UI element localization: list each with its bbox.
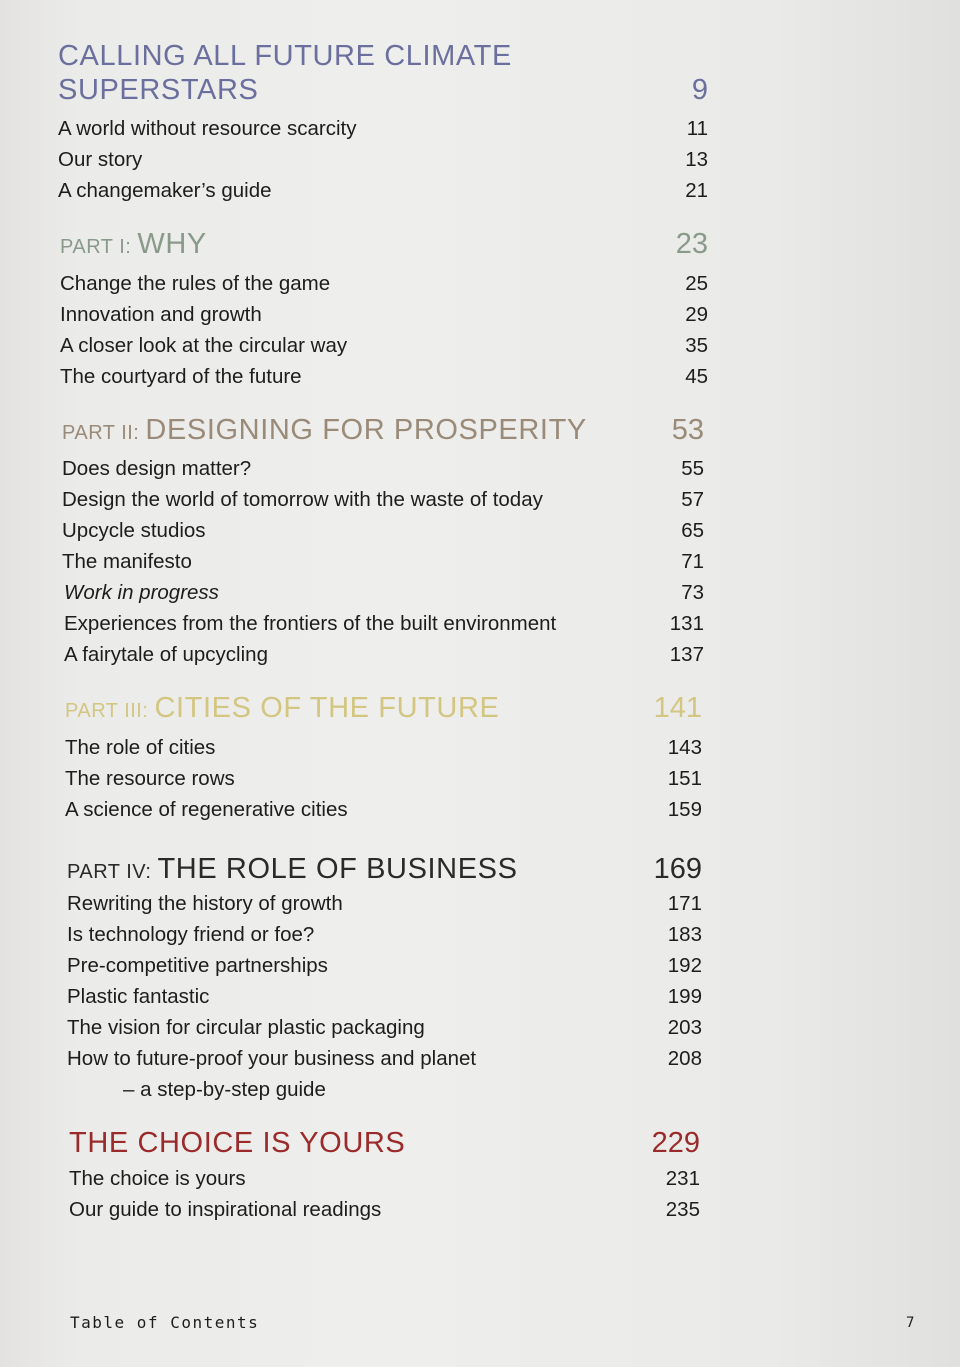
- entry-page: 25: [685, 272, 708, 296]
- entry-page: 73: [681, 580, 704, 604]
- section-page-number: 229: [651, 1126, 700, 1159]
- entry-page: 29: [685, 303, 708, 327]
- entry-title: Does design matter?: [62, 456, 252, 480]
- section-page-number: 53: [671, 414, 704, 447]
- section-heading: [58, 40, 708, 107]
- section-part-4: [67, 853, 702, 1104]
- entry-page: 143: [667, 736, 702, 760]
- part-prefix: PART IV:: [67, 861, 158, 884]
- entry-page: 235: [665, 1198, 700, 1222]
- toc-entry[interactable]: [65, 732, 702, 763]
- footer-label: Table of Contents: [70, 1313, 260, 1332]
- entry-page: 21: [685, 178, 708, 202]
- entry-page: 183: [667, 922, 702, 946]
- entry-page: 131: [669, 611, 704, 635]
- entry-page: 71: [681, 549, 704, 573]
- entry-page: 65: [681, 518, 704, 542]
- entry-title: A fairytale of upcycling: [64, 642, 268, 666]
- toc-entry[interactable]: [67, 950, 702, 981]
- entry-title-continuation: – a step-by-step guide: [123, 1077, 326, 1101]
- entry-page: 231: [665, 1167, 700, 1191]
- entry-page: 35: [685, 334, 708, 358]
- entry-page: 57: [681, 487, 704, 511]
- entry-title: Rewriting the history of growth: [67, 891, 343, 915]
- entry-page: 203: [667, 1015, 702, 1039]
- section-title: DESIGNING FOR PROSPERITY: [145, 414, 587, 447]
- section-part-3: [65, 692, 702, 825]
- toc-entry[interactable]: [62, 577, 704, 608]
- part-prefix: PART I:: [60, 235, 138, 258]
- entry-page: 208: [667, 1046, 702, 1070]
- entry-page: 55: [681, 456, 704, 480]
- entry-title: Work in progress: [64, 580, 219, 604]
- toc-entry[interactable]: [67, 981, 702, 1012]
- entry-title: The courtyard of the future: [60, 365, 302, 389]
- entry-page: 171: [667, 891, 702, 915]
- entry-title: The resource rows: [65, 767, 235, 791]
- entry-title: Change the rules of the game: [60, 272, 331, 296]
- entry-page: 45: [685, 365, 708, 389]
- entry-page: 137: [669, 642, 704, 666]
- toc-entry[interactable]: [58, 144, 708, 175]
- entry-title: Our story: [58, 147, 143, 171]
- toc-entry[interactable]: [69, 1194, 700, 1225]
- section-heading: [62, 414, 704, 446]
- section-title: THE CHOICE IS YOURS: [69, 1126, 406, 1159]
- section-page-number: 23: [675, 227, 708, 260]
- toc-entry[interactable]: [58, 175, 708, 206]
- section-title: WHY: [137, 227, 207, 260]
- entry-page: 13: [685, 147, 708, 171]
- entry-title: The manifesto: [62, 549, 192, 573]
- toc-entry-continuation: [67, 1074, 702, 1105]
- entry-title: Design the world of tomorrow with the waste of today: [62, 487, 543, 511]
- entry-page: 192: [667, 953, 702, 977]
- entry-title: Pre-competitive partnerships: [67, 953, 328, 977]
- toc-entry[interactable]: [67, 1043, 702, 1074]
- entry-title: Plastic fantastic: [67, 984, 210, 1008]
- toc-entry[interactable]: [67, 888, 702, 919]
- entry-title: How to future-proof your business and planet: [67, 1046, 477, 1070]
- section-title-line2: SUPERSTARS: [58, 74, 259, 107]
- section-page-number: 169: [653, 853, 702, 886]
- entry-page: 151: [667, 767, 702, 791]
- entry-title: A world without resource scarcity: [58, 116, 357, 140]
- entry-title: A changemaker’s guide: [58, 178, 272, 202]
- toc-entry[interactable]: [62, 453, 704, 484]
- section-heading: [67, 853, 702, 885]
- entry-page: 11: [686, 116, 708, 140]
- footer-page-number: 7: [906, 1315, 915, 1331]
- toc-entry[interactable]: [65, 763, 702, 794]
- section-heading: [60, 228, 708, 260]
- toc-entry[interactable]: [67, 1012, 702, 1043]
- section-page-number: 9: [691, 74, 708, 107]
- toc-entry[interactable]: [60, 268, 708, 299]
- toc-entry[interactable]: [65, 794, 702, 825]
- toc-entry[interactable]: [62, 484, 704, 515]
- toc-entry[interactable]: [62, 608, 704, 639]
- section-intro: [58, 40, 708, 206]
- table-of-contents: [58, 40, 708, 1225]
- entry-title: The vision for circular plastic packaging: [67, 1015, 425, 1039]
- entry-title: Is technology friend or foe?: [67, 922, 315, 946]
- section-title: THE ROLE OF BUSINESS: [157, 853, 518, 886]
- part-prefix: PART III:: [65, 699, 155, 722]
- entry-title: A science of regenerative cities: [65, 798, 348, 822]
- toc-entry[interactable]: [62, 546, 704, 577]
- entry-title: The choice is yours: [69, 1167, 246, 1191]
- entry-title: Experiences from the frontiers of the built environment: [64, 611, 557, 635]
- section-heading: [65, 692, 702, 724]
- entry-title: Our guide to inspirational readings: [69, 1198, 382, 1222]
- section-part-1: [60, 228, 708, 392]
- section-title: CITIES OF THE FUTURE: [154, 691, 500, 724]
- entry-title: Innovation and growth: [60, 303, 262, 327]
- toc-entry[interactable]: [58, 113, 708, 144]
- section-page-number: 141: [653, 691, 702, 724]
- entry-page: 199: [667, 984, 702, 1008]
- entry-page: 159: [667, 798, 702, 822]
- toc-entry[interactable]: [67, 919, 702, 950]
- section-outro: [69, 1127, 700, 1225]
- entry-title: Upcycle studios: [62, 518, 206, 542]
- section-heading: [69, 1127, 700, 1159]
- entry-title: A closer look at the circular way: [60, 334, 348, 358]
- part-prefix: PART II:: [62, 422, 146, 445]
- toc-entry[interactable]: [69, 1163, 700, 1194]
- section-title-line1: CALLING ALL FUTURE CLIMATE: [58, 40, 512, 72]
- section-part-2: [62, 414, 704, 669]
- toc-entry[interactable]: [62, 515, 704, 546]
- toc-entry[interactable]: [60, 361, 708, 392]
- toc-entry[interactable]: [62, 639, 704, 670]
- toc-entry[interactable]: [60, 299, 708, 330]
- entry-title: The role of cities: [65, 736, 216, 760]
- toc-entry[interactable]: [60, 330, 708, 361]
